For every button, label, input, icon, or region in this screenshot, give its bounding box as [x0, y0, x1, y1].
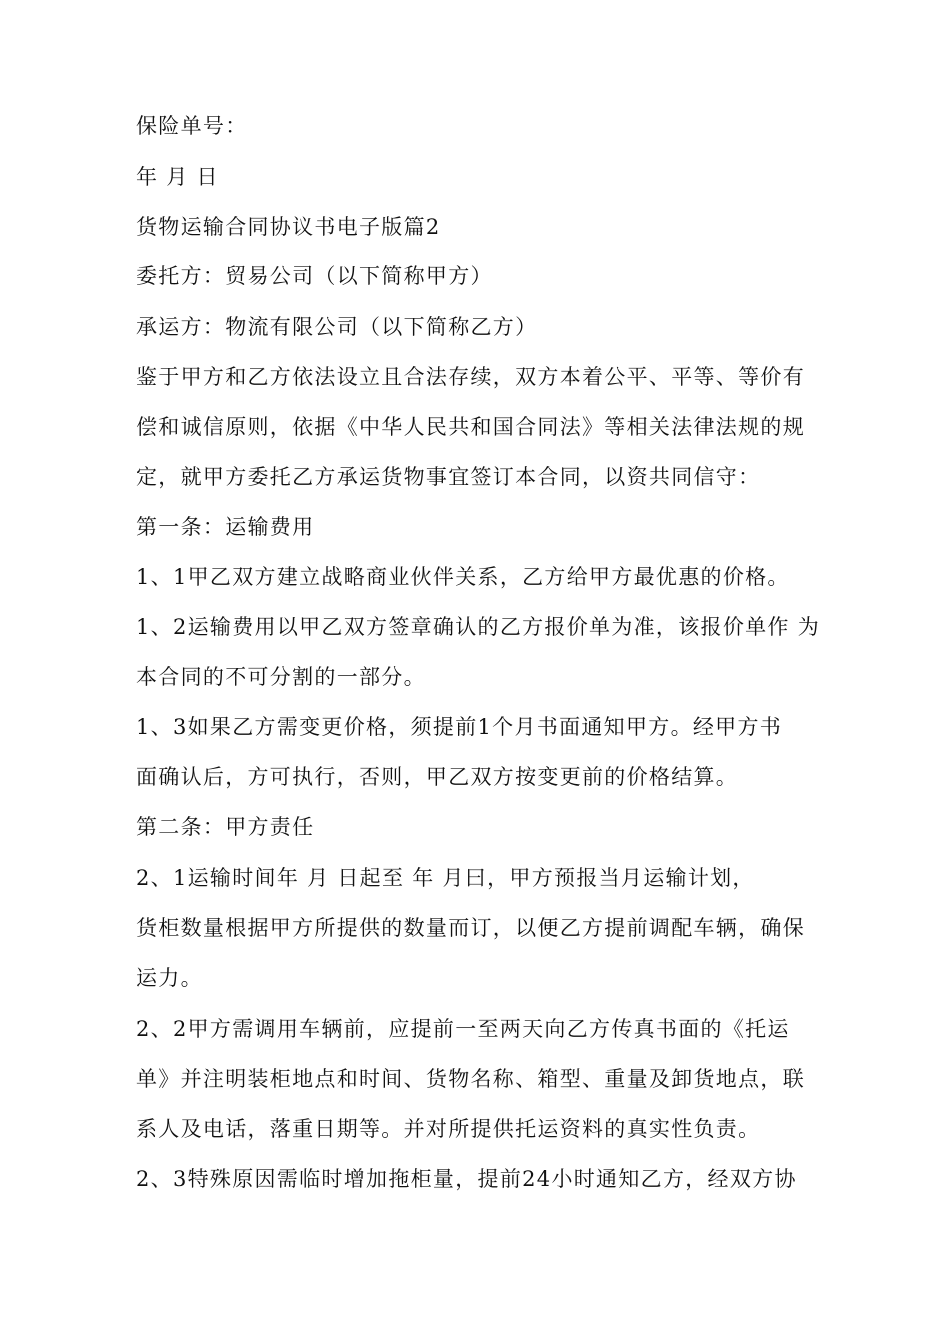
text-line: 鉴于甲方和乙方依法设立且合法存续，双方本着公平、平等、等价有 — [136, 365, 805, 389]
text-line: 货物运输合同协议书电子版篇2 — [136, 215, 441, 239]
text-line: 本合同的不可分割的一部分。 — [136, 665, 426, 689]
text-line: 委托方：贸易公司（以下简称甲方） — [136, 264, 493, 288]
text-line: 承运方：物流有限公司（以下简称乙方） — [136, 315, 538, 339]
text-line: 1、1甲乙双方建立战略商业伙伴关系，乙方给甲方最优惠的价格。 — [136, 565, 790, 589]
text-line: 系人及电话，落重日期等。并对所提供托运资料的真实性负责。 — [136, 1117, 761, 1141]
text-line: 运力。 — [136, 966, 203, 990]
text-line: 保险单号： — [136, 114, 248, 138]
text-line: 单》并注明装柜地点和时间、货物名称、箱型、重量及卸货地点，联 — [136, 1067, 805, 1091]
text-line: 偿和诚信原则，依据《中华人民共和国合同法》等相关法律法规的规 — [136, 415, 805, 439]
text-line: 2、2甲方需调用车辆前，应提前一至两天向乙方传真书面的《托运 — [136, 1017, 790, 1041]
text-line: 面确认后，方可执行，否则，甲乙双方按变更前的价格结算。 — [136, 765, 739, 789]
text-line: 第二条：甲方责任 — [136, 815, 315, 839]
text-line: 1、2运输费用以甲乙双方签章确认的乙方报价单为准，该报价单作 为 — [136, 615, 820, 639]
text-line: 1、3如果乙方需变更价格，须提前1个月书面通知甲方。经甲方书 — [136, 715, 783, 739]
text-line: 定，就甲方委托乙方承运货物事宜签订本合同，以资共同信守： — [136, 465, 761, 489]
text-line: 年 月 日 — [136, 165, 219, 189]
text-line: 2、1运输时间年 月 日起至 年 月曰，甲方预报当月运输计划， — [136, 866, 755, 890]
text-line: 第一条：运输费用 — [136, 515, 315, 539]
text-line: 货柜数量根据甲方所提供的数量而订，以便乙方提前调配车辆，确保 — [136, 916, 805, 940]
text-line: 2、3特殊原因需临时增加拖柜量，提前24小时通知乙方，经双方协 — [136, 1167, 797, 1191]
